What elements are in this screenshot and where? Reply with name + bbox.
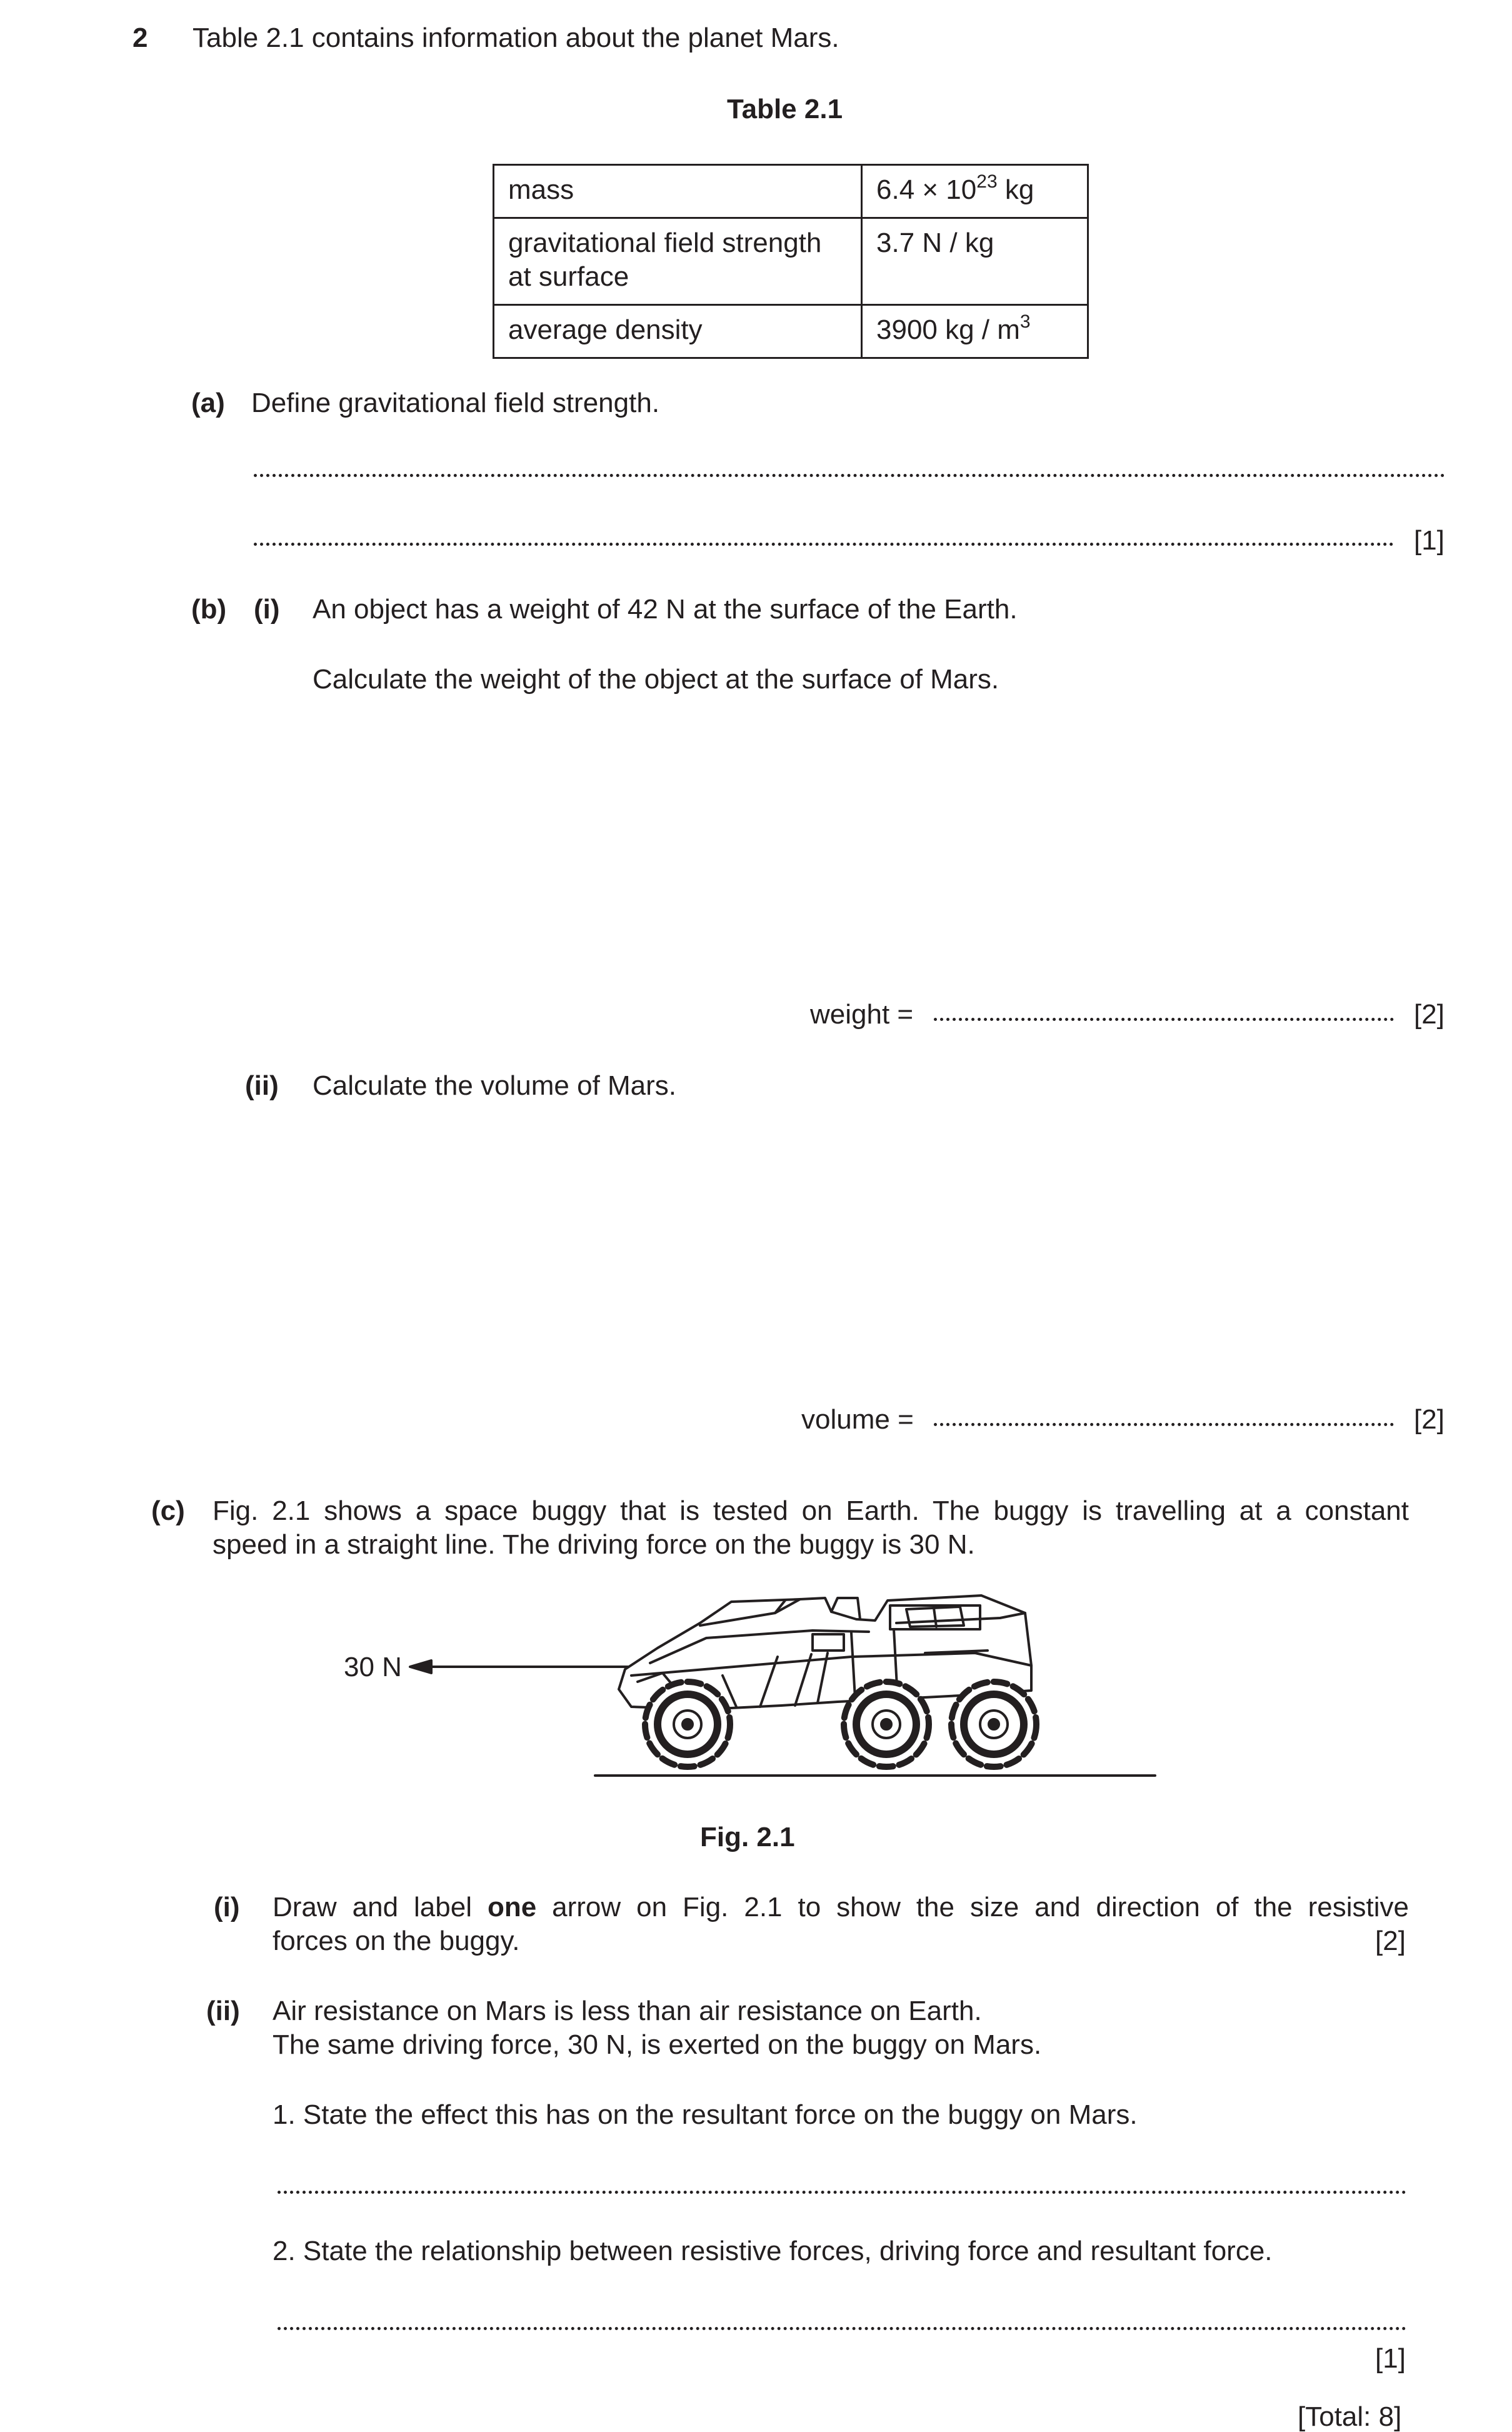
force-label: 30 N [344,1652,402,1682]
marks-label: [2] [1414,1404,1444,1435]
part-a-text: Define gravitational field strength. [251,388,660,418]
part-c-i-line2: forces on the buggy. [273,1926,520,1956]
part-c-label: (c) [151,1495,185,1526]
part-c-i-label: (i) [214,1892,240,1922]
part-b-label: (b) [191,594,227,625]
part-b-i-line1: An object has a weight of 42 N at the surface of the Earth. [313,594,1018,625]
marks-label: [1] [1414,525,1444,556]
table-row [494,218,1088,305]
part-c-ii-line1: Air resistance on Mars is less than air resistance on Earth. [273,1996,982,2026]
part-c-ii-q2: 2. State the relationship between resistive forces, driving force and resultant force. [273,2236,1273,2266]
volume-answer-label: volume = [801,1404,914,1435]
question-intro: Table 2.1 contains information about the planet Mars. [193,23,839,53]
arrow-head-icon [410,1661,431,1673]
mars-data-table [493,164,1089,359]
table-cell-value: 3.7 N / kg [862,218,1088,305]
wheel-rear [951,1682,1036,1767]
table-cell-value: $6.4 \times 10^{23}$ kg [862,165,1088,218]
table-cell-property: mass [494,165,862,218]
table-row [494,305,1088,358]
weight-answer-label: weight = [810,999,914,1030]
volume-answer-line[interactable] [934,1423,1394,1426]
part-c-ii-line2: The same driving force, 30 N, is exerted on the buggy on Mars. [273,2029,1042,2060]
marks-label: [1] [1375,2343,1406,2374]
answer-line[interactable] [278,2191,1406,2194]
marks-label: [2] [1375,1926,1406,1956]
figure-caption: Fig. 2.1 [700,1822,795,1852]
marks-label: [2] [1414,999,1444,1030]
question-number: 2 [133,23,148,53]
wheel-middle [844,1682,929,1767]
part-c-i-line1: Draw and label one arrow on Fig. 2.1 to show the size and direction of the resistive [273,1892,1409,1922]
part-b-i-line2: Calculate the weight of the object at the surface of Mars. [313,664,999,695]
answer-line[interactable] [254,543,1394,546]
part-b-ii-text: Calculate the volume of Mars. [313,1070,677,1101]
part-b-ii-label: (ii) [245,1070,279,1101]
part-c-line2: speed in a straight line. The driving force on the buggy is 30 N. [213,1529,975,1560]
answer-line[interactable] [254,474,1445,477]
table-cell-property: average density [494,305,862,358]
table-row [494,165,1088,218]
part-c-line1: Fig. 2.1 shows a space buggy that is tested on Earth. The buggy is travelling at a constant [213,1495,1409,1526]
table-caption: Table 2.1 [727,94,843,124]
part-c-ii-label: (ii) [206,1996,240,2026]
part-c-ii-q1: 1. State the effect this has on the resultant force on the buggy on Mars. [273,2099,1138,2130]
part-b-i-label: (i) [254,594,280,625]
total-marks: [Total: 8] [1298,2401,1402,2432]
wheel-front [645,1682,730,1767]
weight-answer-line[interactable] [934,1018,1394,1021]
table-cell-value: 3900 kg / $m^3$ [862,305,1088,358]
buggy-body [619,1595,1031,1709]
table-cell-property: gravitational field strength at surface [494,218,862,305]
part-a-label: (a) [191,388,225,418]
answer-line[interactable] [278,2327,1406,2330]
